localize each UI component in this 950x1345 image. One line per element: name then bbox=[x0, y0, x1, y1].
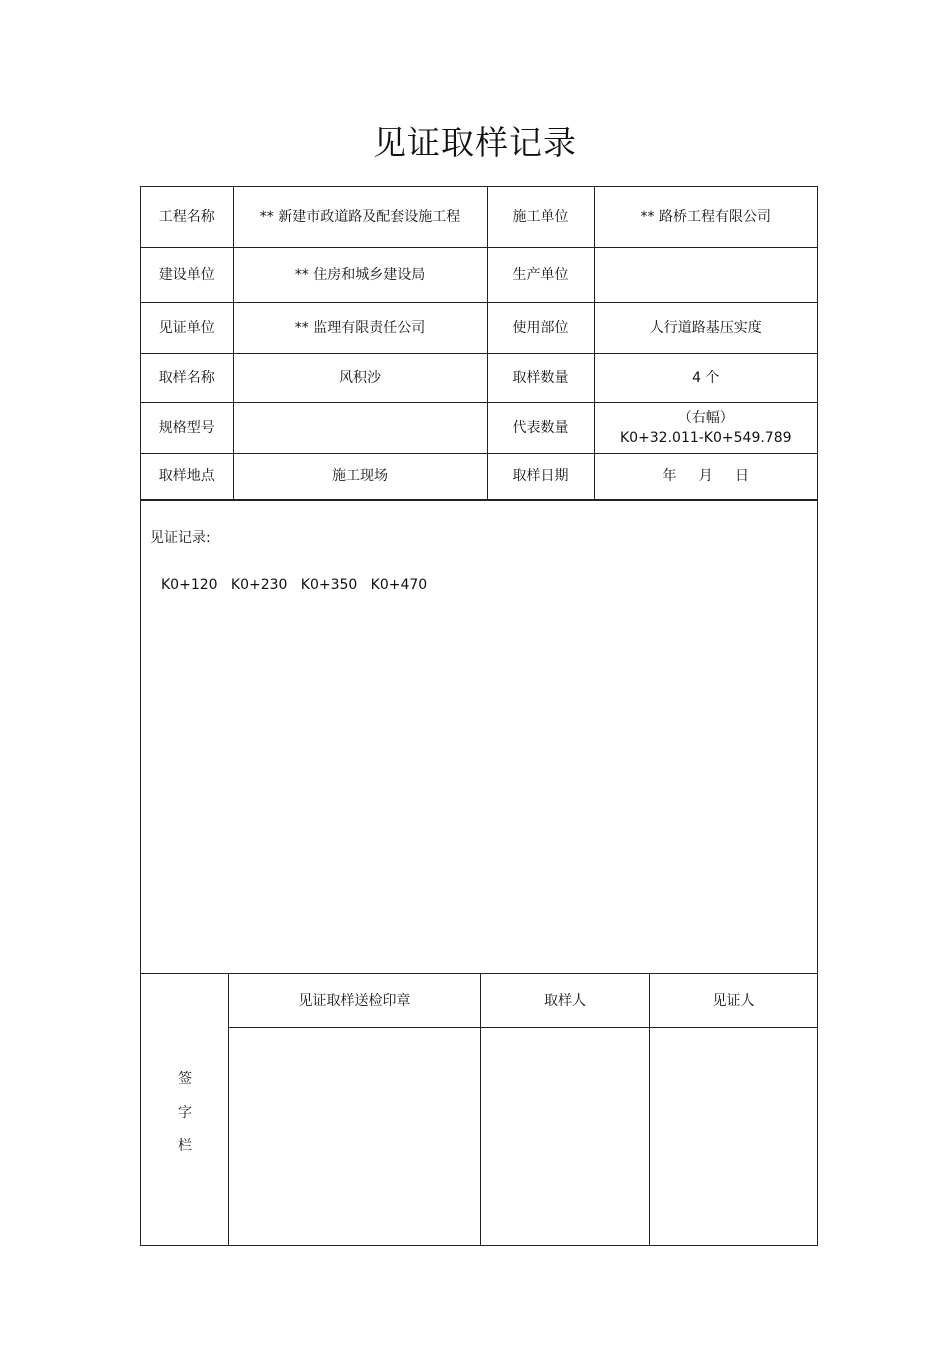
sample-place-value: 施工现场 bbox=[233, 453, 487, 499]
witness-record-label: 见证记录: bbox=[150, 530, 211, 546]
spec-model-label: 规格型号 bbox=[141, 402, 233, 453]
producer-unit-label: 生产单位 bbox=[487, 247, 594, 302]
represent-quantity-label: 代表数量 bbox=[487, 402, 594, 453]
witness-record-section bbox=[141, 500, 817, 973]
sampler-header: 取样人 bbox=[481, 974, 649, 1028]
record-form bbox=[140, 186, 818, 1246]
usage-location-value: 人行道路基压实度 bbox=[594, 302, 817, 353]
sampler-column bbox=[481, 974, 650, 1246]
witness-header: 见证人 bbox=[650, 974, 817, 1028]
sample-name-label: 取样名称 bbox=[141, 353, 233, 402]
owner-unit-label: 建设单位 bbox=[141, 247, 233, 302]
signature-section bbox=[141, 973, 817, 1245]
spec-model-value bbox=[233, 402, 487, 453]
sample-quantity-label: 取样数量 bbox=[487, 353, 594, 402]
represent-quantity-line1: （右幅） bbox=[677, 409, 734, 426]
sample-place-label: 取样地点 bbox=[141, 453, 233, 499]
table-row bbox=[141, 302, 817, 353]
sample-quantity-value: 4 个 bbox=[594, 353, 817, 402]
signature-side-char: 字 bbox=[178, 1105, 192, 1121]
represent-quantity-value bbox=[594, 402, 817, 453]
table-row bbox=[141, 402, 817, 453]
info-table bbox=[141, 187, 817, 500]
page-title: 见证取样记录 bbox=[373, 123, 577, 162]
construction-unit-label: 施工单位 bbox=[487, 187, 594, 247]
construction-unit-value: ** 路桥工程有限公司 bbox=[594, 187, 817, 247]
owner-unit-value: ** 住房和城乡建设局 bbox=[233, 247, 487, 302]
sample-date-label: 取样日期 bbox=[487, 453, 594, 499]
sample-name-value: 风积沙 bbox=[233, 353, 487, 402]
project-name-value: ** 新建市政道路及配套设施工程 bbox=[233, 187, 487, 247]
table-row bbox=[141, 353, 817, 402]
signature-side-char: 栏 bbox=[178, 1138, 192, 1154]
table-row bbox=[141, 187, 817, 247]
stamp-column bbox=[229, 974, 481, 1246]
signature-side-char: 签 bbox=[178, 1071, 192, 1087]
represent-quantity-line2: K0+32.011-K0+549.789 bbox=[619, 429, 792, 446]
witness-unit-label: 见证单位 bbox=[141, 302, 233, 353]
witness-unit-value: ** 监理有限责任公司 bbox=[233, 302, 487, 353]
stamp-header: 见证取样送检印章 bbox=[229, 974, 480, 1028]
signature-side-label bbox=[141, 974, 229, 1246]
usage-location-label: 使用部位 bbox=[487, 302, 594, 353]
project-name-label: 工程名称 bbox=[141, 187, 233, 247]
table-row bbox=[141, 247, 817, 302]
witness-column bbox=[650, 974, 817, 1246]
witness-record-stations: K0+120 K0+230 K0+350 K0+470 bbox=[161, 577, 428, 593]
producer-unit-value bbox=[594, 247, 817, 302]
sample-date-value: 年 月 日 bbox=[594, 453, 817, 499]
table-row bbox=[141, 453, 817, 499]
